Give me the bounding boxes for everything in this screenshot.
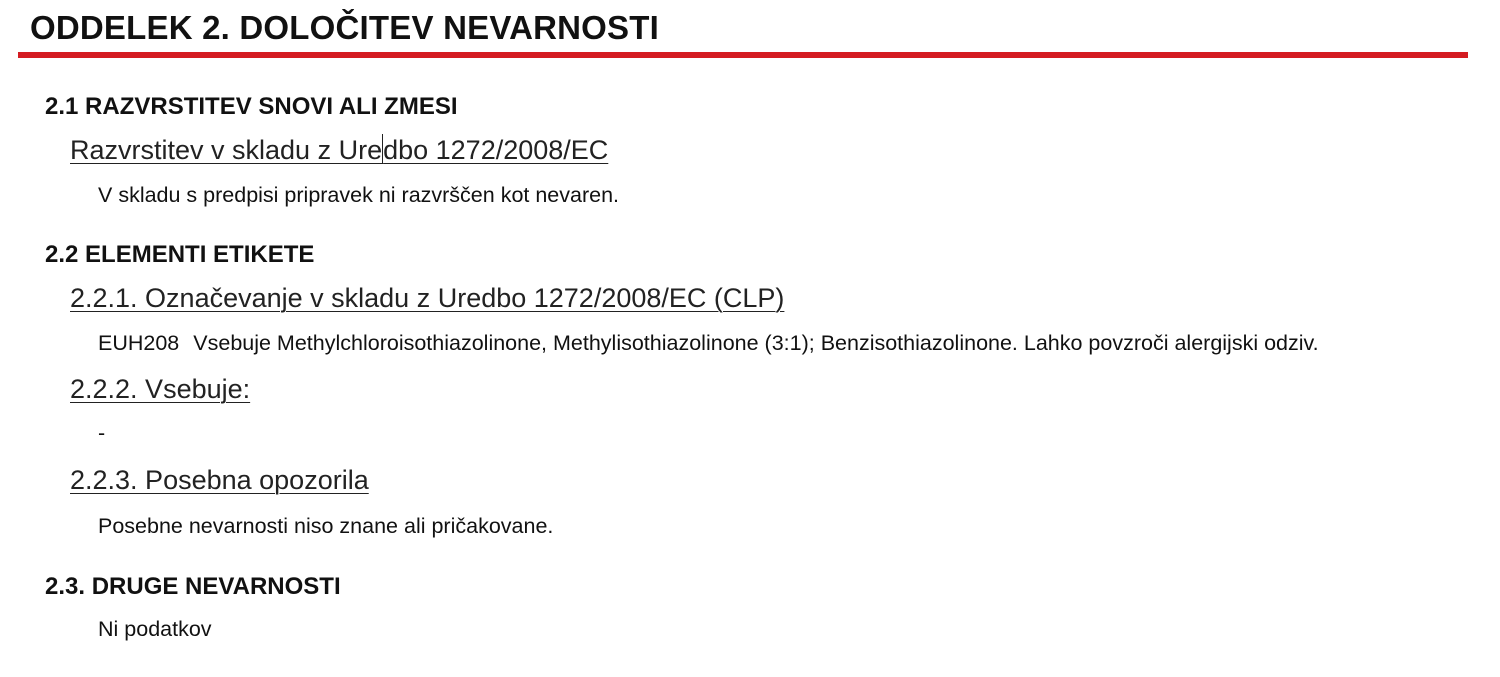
subheading-classification-part1: Razvrstitev v skladu z Ure bbox=[70, 135, 383, 165]
section-title: ODDELEK 2. DOLOČITEV NEVARNOSTI bbox=[30, 9, 659, 46]
special-warnings-text: Posebne nevarnosti niso znane ali pričakovane. bbox=[98, 514, 554, 538]
subheading-2-2-3: 2.2.3. Posebna opozorila bbox=[70, 465, 369, 495]
heading-2-1: 2.1 RAZVRSTITEV SNOVI ALI ZMESI bbox=[45, 93, 458, 120]
euh-text: Vsebuje Methylchloroisothiazolinone, Methylisothiazolinone (3:1); Benzisothiazolinone. Lahko povzroči alergijski odziv. bbox=[193, 331, 1319, 355]
subheading-classification bbox=[70, 134, 608, 166]
euh208-statement bbox=[98, 331, 1319, 356]
other-hazards-text: Ni podatkov bbox=[98, 617, 212, 641]
contains-text: - bbox=[98, 421, 106, 445]
subheading-classification-part2: dbo 1272/2008/EC bbox=[383, 135, 609, 165]
heading-2-3: 2.3. DRUGE NEVARNOSTI bbox=[45, 573, 341, 600]
heading-2-2: 2.2 ELEMENTI ETIKETE bbox=[45, 241, 315, 268]
euh-code: EUH208 bbox=[98, 331, 180, 355]
section-divider bbox=[18, 52, 1468, 58]
subheading-2-2-1: 2.2.1. Označevanje v skladu z Uredbo 1272/2008/EC (CLP) bbox=[70, 283, 785, 313]
classification-text: V skladu s predpisi pripravek ni razvrščen kot nevaren. bbox=[98, 183, 620, 207]
subheading-2-2-2: 2.2.2. Vsebuje: bbox=[70, 374, 251, 404]
